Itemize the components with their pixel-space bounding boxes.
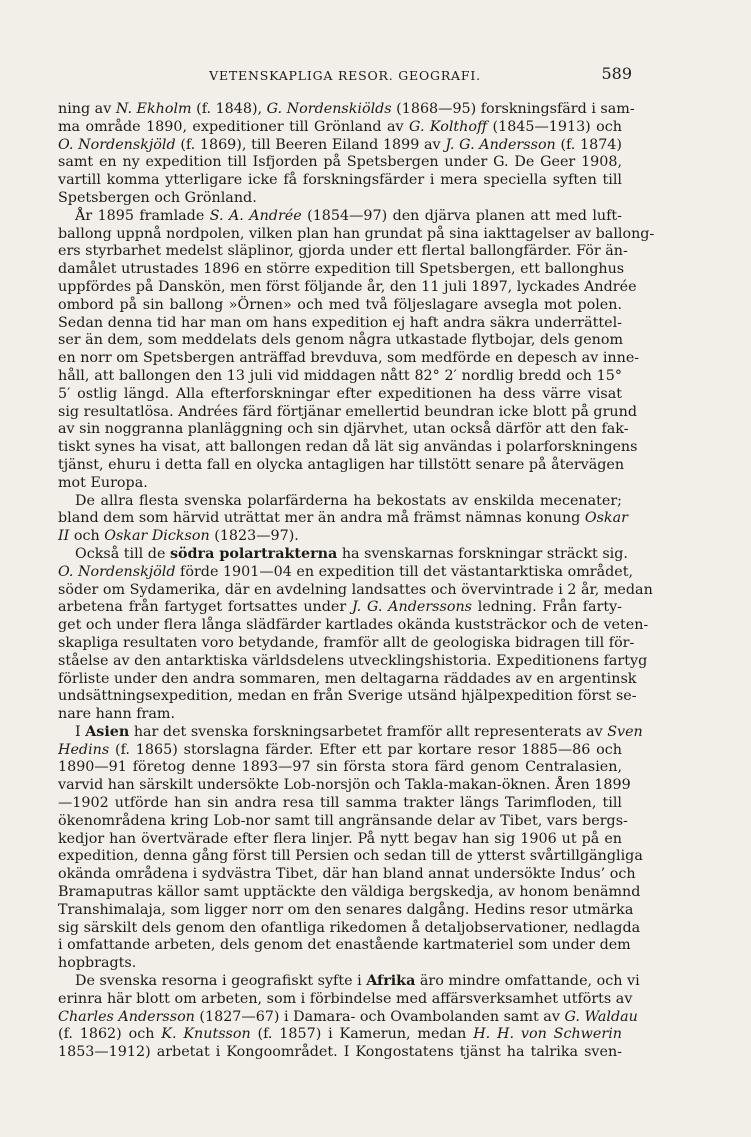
- text-line: [58, 670, 637, 689]
- text-line: [58, 368, 622, 386]
- text-line: [58, 617, 649, 635]
- text-run: get och under flera långa slädfärder kartlades okända kuststräckor och de veten-: [58, 617, 649, 634]
- text-line: [58, 563, 634, 582]
- text-run: en norr om Spetsbergen anträffad brevduva, som medförde en depesch av inne-: [58, 350, 640, 367]
- text-line: [58, 777, 631, 795]
- text-run: av sin noggranna planläggning och sin djärvhet, utan också därför att den fak-: [58, 421, 629, 438]
- italic-name: Sven: [607, 723, 643, 740]
- text-run: samt en ny expedition till Isfjorden på Spetsbergen under G. De Geer 1908,: [58, 154, 622, 171]
- text-run: uppfördes på Danskön, men först följande år, den 11 juli 1897, lyckades Andrée: [58, 278, 637, 295]
- text-line: [58, 1026, 622, 1044]
- text-run: varvid han särskilt undersökte Lob-norsjön och Takla-makan-öknen. Åren 1899: [58, 777, 631, 794]
- text-run: bland dem som härvid uträttat mer än andra må främst nämnas konung: [58, 510, 585, 527]
- text-run: Sedan denna tid har man om hans expedition ej haft andra säkra underrättel-: [58, 314, 622, 331]
- text-line: [58, 795, 622, 813]
- text-line: [58, 848, 643, 866]
- text-line: [58, 901, 634, 920]
- text-line: [58, 403, 637, 422]
- text-run: ökenområdena kring Lob-nor samt till angränsande delar av Tibet, vars bergs-: [58, 812, 628, 829]
- italic-name: G. Nordenskiölds: [266, 101, 392, 117]
- text-line: [58, 137, 622, 155]
- text-line: [58, 493, 622, 511]
- text-run: okända områdena i sydvästra Tibet, där han bland annat undersökte Indus’ och: [58, 866, 636, 883]
- text-line: [58, 386, 622, 404]
- italic-name: O. Nordenskjöld: [58, 136, 176, 153]
- text-run: damålet utrustades 1896 en större expedition till Spetsbergen, ett ballonghus: [58, 261, 625, 278]
- text-run: ombord på sin ballong »Örnen» och med två följeslagare avsegla mot polen.: [58, 296, 622, 313]
- text-run: 1853—1912) arbetat i Kongoområdet. I Kongostatens tjänst ha talrika sven-: [58, 1044, 622, 1061]
- text-line: [58, 332, 622, 350]
- text-run: Också till de: [75, 545, 170, 562]
- text-run: vartill komma ytterligare icke få forskningsfärder i mera speciella syften till: [58, 172, 622, 189]
- text-line: [58, 243, 628, 261]
- text-run: (1827—67) i Damara- och Ovambolanden samt av: [194, 1008, 565, 1025]
- text-line: [58, 297, 622, 315]
- text-run: 5′ ostlig längd. Alla efterforskningar efter expeditionen ha dess värre visat: [58, 385, 622, 402]
- text-run: —1902 utförde han sin andra resa till samma trakter längs Tarimfloden, till: [58, 795, 622, 812]
- italic-name: O. Nordenskjöld: [58, 563, 176, 580]
- text-run: De svenska resorna i geografiskt syfte i: [75, 973, 367, 990]
- text-run: kedjor han övertvärade efter flera linjer. På nytt begav han sig 1906 ut på en: [58, 830, 622, 847]
- italic-name: J. G. Anderssons: [352, 599, 472, 616]
- text-run: (f. 1862) och: [58, 1026, 162, 1043]
- text-line: [58, 990, 633, 1009]
- italic-name: II: [58, 528, 70, 545]
- text-line: [58, 315, 622, 333]
- text-run: nare hann fram.: [58, 706, 176, 723]
- text-line: [58, 742, 622, 760]
- bold-term: Asien: [85, 723, 130, 740]
- text-line: [58, 866, 636, 884]
- text-run: tjänst, ehuru i detta fall en olycka antagligen har tillstött senare på återvägen: [58, 456, 625, 473]
- italic-name: Charles Andersson: [58, 1008, 195, 1025]
- text-run: År 1895 framlade: [75, 207, 210, 224]
- text-run: Spetsbergen och Grönland.: [58, 189, 257, 206]
- italic-name: Oskar Dickson: [104, 528, 210, 545]
- italic-name: G. Kolthoff: [409, 118, 488, 135]
- text-run: i omfattande arbeten, dels genom det enastående kartmateriel som under dem: [58, 937, 631, 954]
- bold-term: södra polartrakterna: [169, 545, 338, 562]
- text-run: arbetena från fartyget fortsattes under: [58, 599, 352, 616]
- text-line: [58, 652, 648, 671]
- text-run: (1868—95) forskningsfärd i sam-: [391, 101, 635, 117]
- text-line: [58, 973, 640, 991]
- text-run: ballong uppnå nordpolen, vilken plan han grundat på sina iakttagelser av ballong-: [58, 225, 655, 242]
- italic-name: Oskar: [584, 510, 628, 527]
- text-line: [58, 475, 622, 493]
- text-run: (f. 1874): [555, 136, 622, 153]
- text-run: förliste under den andra sommaren, men deltagarna räddades av en argentinsk: [58, 670, 637, 687]
- text-line: [58, 172, 622, 190]
- text-run: och: [69, 528, 105, 545]
- text-run: 1890—91 företog denne 1893—97 sin första stora färd genom Centralasien,: [58, 759, 622, 776]
- text-run: De allra flesta svenska polarfärderna ha bekostats av enskilda mecenater;: [75, 492, 622, 509]
- italic-name: H. H. von Schwerin: [473, 1026, 622, 1043]
- text-run: håll, att ballongen den 13 juli vid middagen nått 82° 2′ nordlig bredd och 15°: [58, 367, 622, 384]
- text-line: [58, 1044, 622, 1062]
- text-line: [58, 831, 622, 849]
- text-line: [58, 581, 653, 600]
- text-line: [58, 937, 631, 955]
- text-run: sig resultatlösa. Andrées färd förtjänar emellertid beundran icke blott på grund: [58, 403, 637, 420]
- text-run: ma område 1890, expeditioner till Grönland av: [58, 118, 410, 135]
- text-line: [58, 119, 622, 137]
- text-line: [58, 261, 625, 279]
- text-run: Transhimalaja, som ligger norr om den senares dalgång. Hedins resor utmärka: [58, 901, 634, 918]
- body-text: [58, 101, 655, 1062]
- text-run: expedition, denna gång först till Persien och sedan till de ytterst svårtillgängliga: [58, 848, 643, 865]
- italic-name: J. G. Andersson: [445, 136, 556, 153]
- text-run: söder om Sydamerika, där en avdelning landsattes och övervintrade i 2 år, medan: [58, 581, 653, 598]
- italic-name: K. Knutsson: [161, 1026, 251, 1043]
- text-line: [58, 599, 622, 617]
- text-run: ledning. Från farty-: [472, 599, 622, 616]
- text-line: [58, 884, 641, 902]
- text-run: ha svenskarnas forskningar sträckt sig.: [337, 545, 628, 562]
- text-run: skapliga resultaten voro betydande, framför allt de geologiska bidragen till för-: [58, 634, 635, 651]
- text-run: (f. 1865) storslagna färder. Efter ett par kortare resor 1885—86 och: [109, 741, 622, 758]
- text-run: ers styrbarhet medelst släplinor, gjorda under ett flertal ballongfärder. För än-: [58, 243, 628, 260]
- text-line: [58, 634, 635, 653]
- text-line: [58, 101, 635, 119]
- text-run: (1823—97).: [209, 528, 299, 545]
- text-line: [58, 545, 628, 564]
- text-run: I: [75, 723, 86, 740]
- text-run: ser än dem, som meddelats dels genom några utkastade flytbojar, dels genom: [58, 332, 624, 349]
- text-run: ståelse av den antarktiska världsdelens utvecklingshistoria. Expeditionens fartyg: [58, 652, 648, 669]
- text-run: äro mindre omfattande, och vi: [415, 973, 640, 990]
- text-run: förde 1901—04 en expedition till det västantarktiska området,: [175, 563, 634, 580]
- text-line: [58, 759, 622, 777]
- text-line: [58, 456, 625, 475]
- text-run: (f. 1869), till Beeren Eiland 1899 av: [175, 136, 446, 153]
- text-run: (1854—97) den djärva planen att med luft-: [301, 207, 622, 224]
- text-line: [58, 1008, 638, 1027]
- text-line: [58, 421, 629, 439]
- text-line: [58, 723, 643, 742]
- text-run: sig särskilt dels genom den ofantliga rikedomen å detaljobservationer, nedlagda: [58, 919, 641, 936]
- text-run: erinra här blott om arbeten, som i förbindelse med affärsverksamhet utförts av: [58, 990, 633, 1007]
- text-run: mot Europa.: [58, 474, 148, 491]
- bold-term: Afrika: [366, 973, 416, 990]
- text-run: (1845—1913) och: [487, 118, 622, 135]
- text-line: [58, 919, 641, 938]
- text-line: [58, 208, 622, 226]
- text-line: [58, 350, 640, 368]
- italic-name: G. Waldau: [564, 1008, 638, 1025]
- text-line: [58, 688, 637, 706]
- italic-name: S. A. Andrée: [209, 207, 302, 224]
- text-line: [58, 706, 622, 724]
- italic-name: Hedins: [58, 741, 110, 758]
- text-run: (f. 1857) i Kamerun, medan: [250, 1026, 474, 1043]
- text-run: hopbragts.: [58, 955, 137, 972]
- text-line: [58, 278, 637, 297]
- text-line: [58, 510, 628, 528]
- text-line: [58, 154, 622, 172]
- page-number: 589: [601, 64, 632, 83]
- text-line: [58, 439, 638, 457]
- running-head: VETENSKAPLIGA RESOR. GEOGRAFI.: [209, 68, 481, 83]
- text-run: Bramaputras källor samt upptäckte den väldiga bergskedja, av honom benämnd: [58, 884, 641, 901]
- text-line: [58, 812, 628, 831]
- text-run: (f. 1848),: [191, 101, 267, 117]
- text-line: [58, 528, 622, 546]
- text-line: [58, 225, 655, 244]
- text-line: [58, 955, 622, 973]
- text-run: har det svenska forskningsarbetet framför allt representerats av: [129, 723, 608, 740]
- text-run: ning av: [58, 101, 116, 117]
- text-run: undsättningsexpedition, medan en från Sverige utsänd hjälpexpedition först se-: [58, 688, 637, 705]
- page-header: [58, 64, 632, 86]
- text-run: tiskt synes ha visat, att ballongen redan då lät sig användas i polarforskningens: [58, 439, 638, 456]
- text-line: [58, 190, 622, 208]
- italic-name: N. Ekholm: [115, 101, 192, 117]
